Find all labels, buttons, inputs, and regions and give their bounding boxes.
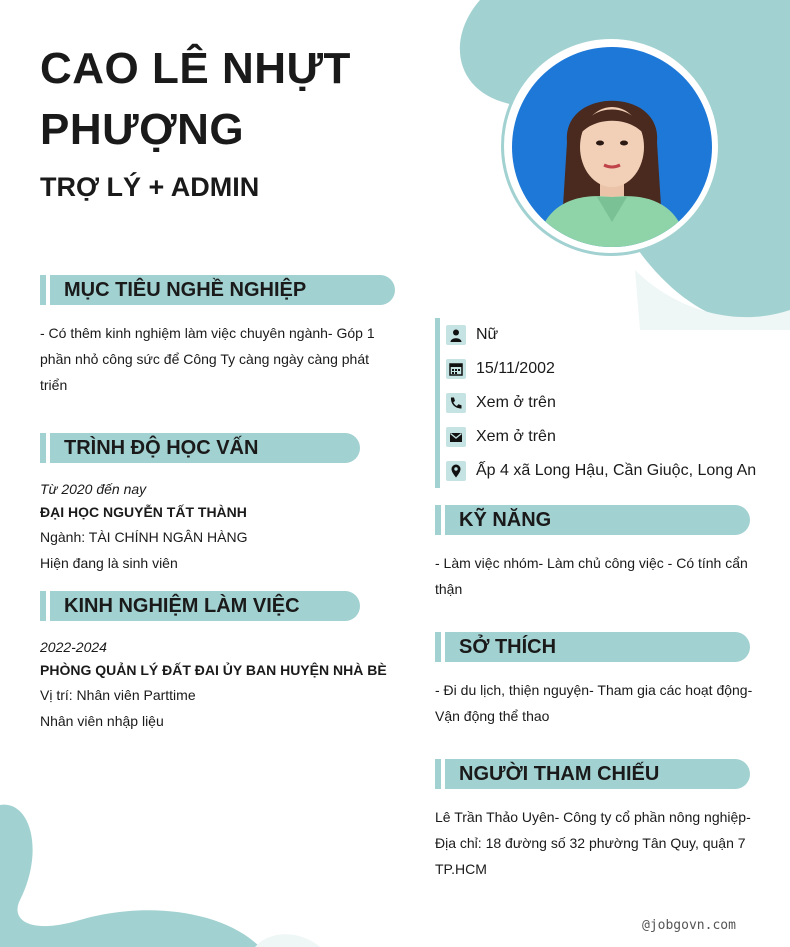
job-title: TRỢ LÝ + ADMIN — [40, 172, 260, 202]
career-objective-line-1: - Có thêm kinh nghiệm làm việc chuyên ngành- Góp 1 — [40, 325, 375, 341]
experience-period: 2022-2024 — [40, 639, 107, 655]
education-title: TRÌNH ĐỘ HỌC VẤN — [64, 437, 259, 459]
contact-email: Xem ở trên — [476, 428, 556, 445]
contact-dob: 15/11/2002 — [476, 360, 555, 377]
contact-phone: Xem ở trên — [476, 394, 556, 411]
phone-icon — [446, 393, 466, 413]
career-objective-text — [40, 320, 375, 398]
contact-gender: Nữ — [476, 326, 499, 343]
career-objective-heading — [40, 275, 395, 305]
experience-detail: Nhân viên nhập liệu — [40, 713, 164, 729]
contact-address: Ấp 4 xã Long Hậu, Cần Giuộc, Long An — [476, 462, 757, 479]
hobbies-title: SỞ THÍCH — [459, 636, 557, 658]
calendar-icon — [446, 359, 466, 379]
location-pin-icon — [446, 461, 466, 481]
candidate-name — [40, 38, 351, 160]
hobbies-line-2: Vận động thể thao — [435, 708, 550, 724]
skills-heading — [435, 505, 750, 535]
career-objective-title: MỤC TIÊU NGHỀ NGHIỆP — [64, 279, 307, 301]
references-heading — [435, 759, 750, 789]
name-line-2: PHƯỢNG — [40, 105, 245, 154]
hobbies-heading — [435, 632, 750, 662]
education-major: Ngành: TÀI CHÍNH NGÂN HÀNG — [40, 529, 248, 545]
contact-address-row — [446, 454, 756, 488]
references-line-1: Lê Trần Thảo Uyên- Công ty cổ phần nông nghiệp- — [435, 809, 751, 825]
user-icon — [446, 325, 466, 345]
hobbies-text — [435, 677, 752, 729]
contact-phone-row — [446, 386, 756, 420]
education-school: ĐẠI HỌC NGUYỄN TẤT THÀNH — [40, 504, 247, 520]
career-objective-line-3: triển — [40, 377, 68, 393]
contact-gender-row — [446, 318, 756, 352]
references-text — [435, 804, 751, 882]
skills-line-2: thận — [435, 581, 463, 597]
hobbies-line-1: - Đi du lịch, thiện nguyện- Tham gia các hoạt động- — [435, 682, 753, 698]
contact-dob-row — [446, 352, 756, 386]
experience-company: PHÒNG QUẢN LÝ ĐẤT ĐAI ỦY BAN HUYỆN NHÀ BÈ — [40, 662, 387, 678]
mail-icon — [446, 427, 466, 447]
contact-info — [435, 318, 756, 488]
skills-title: KỸ NĂNG — [459, 509, 552, 531]
profile-photo — [512, 47, 712, 247]
experience-heading — [40, 591, 360, 621]
references-line-3: TP.HCM — [435, 861, 487, 877]
name-line-1: CAO LÊ NHỰT — [40, 44, 351, 93]
skills-line-1: - Làm việc nhóm- Làm chủ công việc - Có tính cẩn — [435, 555, 748, 571]
experience-title: KINH NGHIỆM LÀM VIỆC — [64, 595, 300, 617]
references-title: NGƯỜI THAM CHIẾU — [459, 763, 660, 785]
watermark-text: @jobgovn.com — [642, 918, 736, 933]
career-objective-line-2: phần nhỏ công sức để Công Ty càng ngày càng phát — [40, 351, 370, 367]
education-note: Hiện đang là sinh viên — [40, 555, 178, 571]
contact-email-row — [446, 420, 756, 454]
references-line-2: Địa chỉ: 18 đường số 32 phường Tân Quy, quận 7 — [435, 835, 746, 851]
education-heading — [40, 433, 360, 463]
bottom-left-blob-decoration — [0, 790, 340, 947]
experience-position: Vị trí: Nhân viên Parttime — [40, 687, 196, 703]
education-period: Từ 2020 đến nay — [40, 481, 147, 497]
skills-text — [435, 550, 748, 602]
